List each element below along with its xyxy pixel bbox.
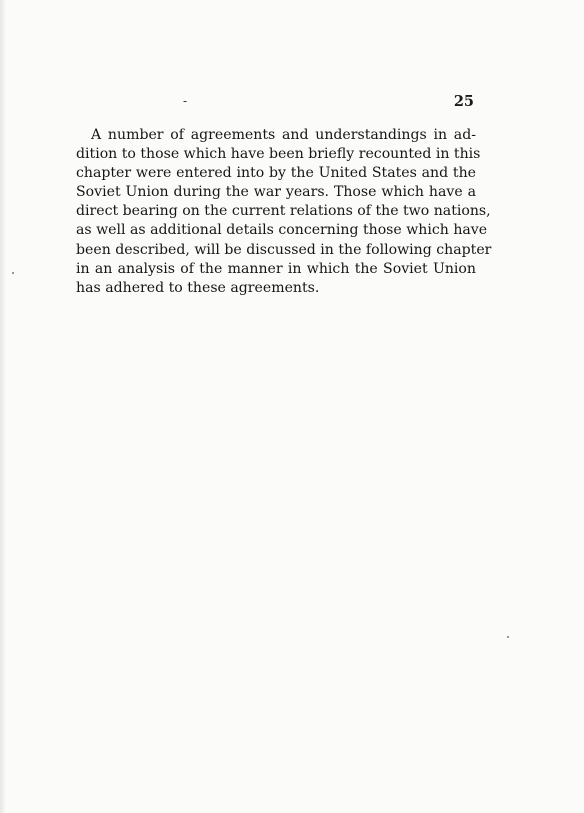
scan-speck (507, 636, 509, 638)
page-edge-shadow (0, 0, 6, 813)
paragraph-line-6: as well as additional details concerning those which have (76, 222, 488, 239)
paragraph-line-3: chapter were entered into by the United States and the (76, 165, 476, 182)
paragraph-line-4: Soviet Union during the war years. Those which have a (76, 184, 476, 201)
paragraph-line-7: been described, will be discussed in the following chapter (76, 241, 492, 258)
paragraph-line-1: A number of agreements and understandings in ad- (91, 127, 476, 143)
paragraph-line-2: dition to those which have been briefly recounted in this (76, 146, 481, 163)
scan-speck (12, 272, 14, 274)
paragraph-line-5: direct bearing on the current relations of the two nations, (76, 203, 491, 220)
body-paragraph (76, 126, 492, 298)
paragraph-line-8: in an analysis of the manner in which the Soviet Union (76, 260, 476, 277)
page-number: 25 (453, 93, 474, 110)
header-mark: - (183, 94, 188, 108)
paragraph-line-9: has adhered to these agreements. (76, 279, 320, 296)
